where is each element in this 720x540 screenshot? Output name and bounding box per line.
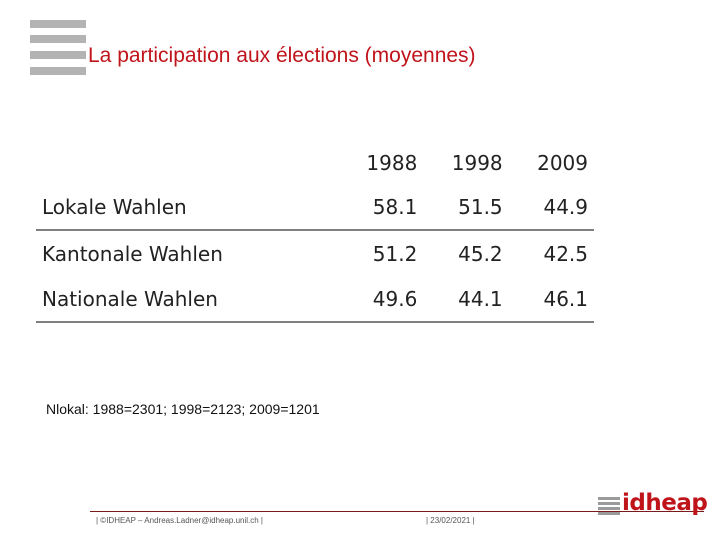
table-cell: 45.2 <box>458 241 503 266</box>
row-label: Nationale Wahlen <box>36 276 338 322</box>
table-row <box>36 276 594 322</box>
table-cell: 49.6 <box>338 276 423 322</box>
sample-size-note: Nlokal: 1988=2301; 1998=2123; 2009=1201 <box>46 401 320 417</box>
logo-lines-icon <box>598 497 620 517</box>
table-header-blank <box>36 142 338 184</box>
logo-text: idheap <box>622 490 708 516</box>
table-cell: 44.1 <box>423 276 508 322</box>
table-row <box>36 184 594 230</box>
header-bars-icon <box>30 20 86 75</box>
column-header: 1988 <box>366 151 418 175</box>
table-row <box>36 230 594 276</box>
footer-credit: | ©IDHEAP – Andreas.Ladner@idheap.unil.ch | <box>96 516 264 525</box>
table-header-row <box>36 142 594 184</box>
table-cell: 51.5 <box>423 184 508 230</box>
table-cell: 46.1 <box>509 276 594 322</box>
page-title: La participation aux élections (moyennes) <box>88 44 476 67</box>
row-label: Kantonale Wahlen <box>42 241 223 266</box>
participation-table <box>36 142 594 323</box>
table-cell: 58.1 <box>338 184 423 230</box>
footer-date: | 23/02/2021 | <box>426 516 475 525</box>
column-header: 1998 <box>451 151 503 175</box>
idheap-logo <box>598 490 708 522</box>
row-label: Lokale Wahlen <box>36 184 338 230</box>
table-cell: 44.9 <box>509 184 594 230</box>
table-cell: 42.5 <box>543 241 588 266</box>
column-header: 2009 <box>537 151 588 175</box>
table-cell: 51.2 <box>372 241 418 266</box>
